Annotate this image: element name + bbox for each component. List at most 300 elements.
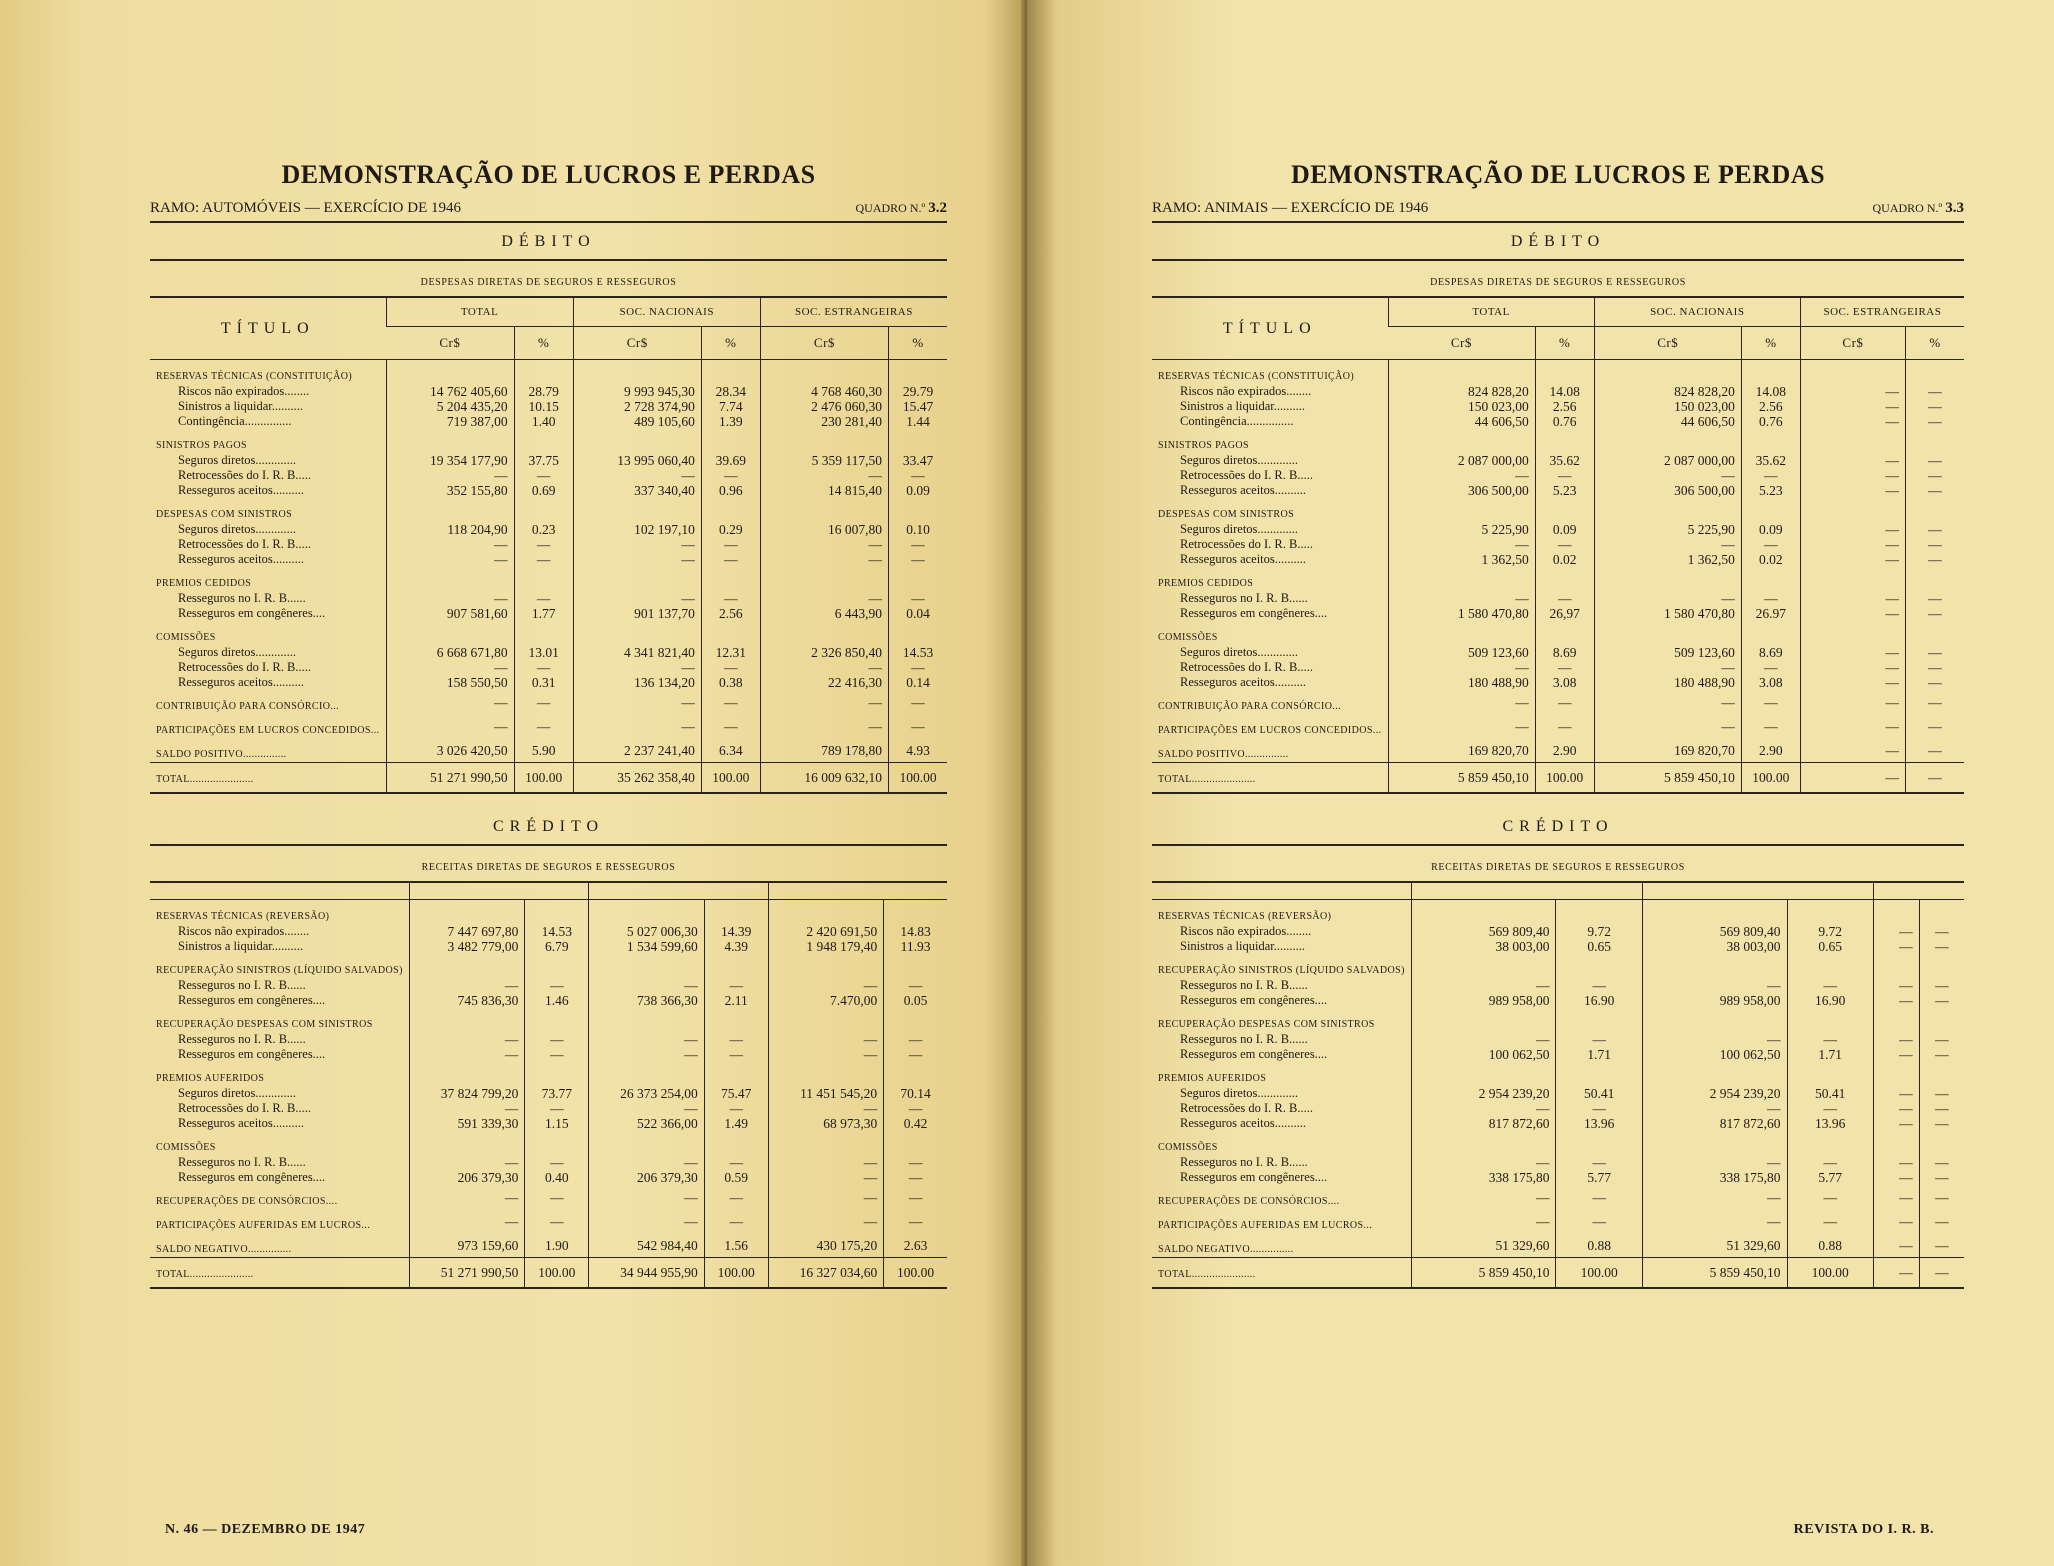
percent-cell: — bbox=[525, 1185, 589, 1209]
percent-cell: — bbox=[889, 690, 948, 714]
percent-cell: — bbox=[701, 552, 760, 567]
percent-cell: 4.93 bbox=[889, 738, 948, 763]
percent-cell: 0.10 bbox=[889, 522, 948, 537]
credito-spacer bbox=[589, 882, 768, 900]
amount-cell: — bbox=[1800, 738, 1905, 763]
percent-cell bbox=[1741, 567, 1800, 591]
row-label: Seguros diretos............. bbox=[1180, 453, 1299, 467]
row-label: Resseguros no I. R. B...... bbox=[178, 978, 306, 992]
percent-cell: — bbox=[701, 690, 760, 714]
row-label: RESERVAS TÉCNICAS (CONSTITUIÇÃO) bbox=[156, 371, 353, 382]
percent-cell: — bbox=[525, 1047, 589, 1062]
percent-cell: 16.90 bbox=[1556, 993, 1642, 1008]
row-label: SALDO NEGATIVO............... bbox=[1158, 1244, 1294, 1255]
table-row bbox=[1152, 1155, 1964, 1170]
percent-cell: — bbox=[1535, 591, 1594, 606]
percent-cell bbox=[1787, 1008, 1873, 1032]
pct-header: % bbox=[1906, 327, 1965, 360]
percent-cell: 29.79 bbox=[889, 384, 948, 399]
percent-cell: — bbox=[1906, 714, 1965, 738]
amount-cell: 7.470,00 bbox=[768, 993, 884, 1008]
amount-cell: 100 062,50 bbox=[1642, 1047, 1787, 1062]
percent-cell: — bbox=[704, 978, 768, 993]
row-label: SALDO POSITIVO............... bbox=[156, 749, 287, 760]
amount-cell bbox=[1873, 900, 1919, 925]
amount-cell: 522 366,00 bbox=[589, 1116, 705, 1131]
amount-cell: 817 872,60 bbox=[1642, 1116, 1787, 1131]
amount-cell bbox=[409, 1062, 525, 1086]
percent-cell bbox=[1906, 429, 1965, 453]
amount-cell bbox=[1642, 900, 1787, 925]
ramo-label: RAMO: AUTOMÓVEIS — EXERCÍCIO DE 1946 bbox=[150, 200, 461, 216]
percent-cell: 14.83 bbox=[884, 924, 947, 939]
row-label: Resseguros aceitos.......... bbox=[178, 483, 305, 497]
amount-cell bbox=[1388, 429, 1535, 453]
cr-header: Cr$ bbox=[573, 327, 701, 360]
pct-header: % bbox=[514, 327, 573, 360]
row-label: PARTICIPAÇÕES EM LUCROS CONCEDIDOS... bbox=[1158, 725, 1382, 736]
amount-cell: — bbox=[589, 978, 705, 993]
percent-cell bbox=[704, 1062, 768, 1086]
quadro-number bbox=[1873, 200, 1964, 217]
row-label: Sinistros a liquidar.......... bbox=[178, 939, 303, 953]
percent-cell bbox=[884, 1131, 947, 1155]
percent-cell bbox=[884, 1008, 947, 1032]
amount-cell: — bbox=[1642, 1101, 1787, 1116]
amount-cell bbox=[1642, 1008, 1787, 1032]
percent-cell: — bbox=[1919, 1185, 1964, 1209]
row-label: Resseguros em congêneres.... bbox=[1180, 993, 1328, 1007]
percent-cell: — bbox=[1906, 591, 1965, 606]
amount-cell: — bbox=[589, 1032, 705, 1047]
amount-cell: 206 379,30 bbox=[409, 1170, 525, 1185]
category-row bbox=[150, 1185, 947, 1209]
amount-cell: 13 995 060,40 bbox=[573, 453, 701, 468]
amount-cell: 169 820,70 bbox=[1388, 738, 1535, 763]
amount-cell: — bbox=[1873, 1233, 1919, 1258]
amount-cell: 51 329,60 bbox=[1411, 1233, 1556, 1258]
amount-cell bbox=[768, 1131, 884, 1155]
amount-cell: 7 447 697,80 bbox=[409, 924, 525, 939]
amount-cell: 338 175,80 bbox=[1411, 1170, 1556, 1185]
amount-cell bbox=[573, 621, 701, 645]
percent-cell: 0.23 bbox=[514, 522, 573, 537]
amount-cell: — bbox=[1800, 384, 1905, 399]
percent-cell: — bbox=[884, 1155, 947, 1170]
amount-cell: — bbox=[1642, 1032, 1787, 1047]
credito-heading: CRÉDITO bbox=[150, 808, 947, 846]
amount-cell bbox=[386, 621, 514, 645]
amount-cell: — bbox=[768, 1209, 884, 1233]
category-row bbox=[1152, 360, 1964, 385]
pct-header: % bbox=[1535, 327, 1594, 360]
percent-cell: 0.02 bbox=[1741, 552, 1800, 567]
amount-cell: 136 134,20 bbox=[573, 675, 701, 690]
debito-table bbox=[1152, 296, 1964, 794]
amount-cell: — bbox=[1873, 1155, 1919, 1170]
amount-cell: — bbox=[1800, 714, 1905, 738]
amount-cell bbox=[760, 498, 888, 522]
amount-cell: 16 007,80 bbox=[760, 522, 888, 537]
percent-cell bbox=[514, 360, 573, 385]
percent-cell: 73.77 bbox=[525, 1086, 589, 1101]
percent-cell: 100.00 bbox=[1787, 1258, 1873, 1289]
category-row bbox=[1152, 1008, 1964, 1032]
amount-cell: — bbox=[589, 1209, 705, 1233]
percent-cell: 1.71 bbox=[1556, 1047, 1642, 1062]
amount-cell bbox=[1388, 621, 1535, 645]
row-label: Riscos não expirados........ bbox=[178, 384, 310, 398]
row-label: RESERVAS TÉCNICAS (REVERSÃO) bbox=[156, 911, 330, 922]
percent-cell: 0.31 bbox=[514, 675, 573, 690]
row-label: Resseguros em congêneres.... bbox=[1180, 1170, 1328, 1184]
percent-cell bbox=[1556, 954, 1642, 978]
amount-cell: — bbox=[1800, 483, 1905, 498]
percent-cell: — bbox=[514, 660, 573, 675]
amount-cell bbox=[589, 954, 705, 978]
percent-cell: — bbox=[1919, 1086, 1964, 1101]
amount-cell: 1 580 470,80 bbox=[1388, 606, 1535, 621]
amount-cell: 44 606,50 bbox=[1388, 414, 1535, 429]
category-row bbox=[150, 429, 947, 453]
percent-cell: 14.39 bbox=[704, 924, 768, 939]
amount-cell: 719 387,00 bbox=[386, 414, 514, 429]
row-label: RESERVAS TÉCNICAS (REVERSÃO) bbox=[1158, 911, 1332, 922]
percent-cell: — bbox=[704, 1155, 768, 1170]
percent-cell: 50.41 bbox=[1556, 1086, 1642, 1101]
percent-cell: — bbox=[1556, 1185, 1642, 1209]
amount-cell: 5 225,90 bbox=[1594, 522, 1741, 537]
table-row bbox=[1152, 1116, 1964, 1131]
row-label: Retrocessões do I. R. B..... bbox=[1180, 660, 1313, 674]
row-label: PREMIOS AUFERIDOS bbox=[1158, 1073, 1267, 1084]
row-label: CONTRIBUIÇÃO PARA CONSÓRCIO... bbox=[1158, 701, 1342, 712]
cr-header: Cr$ bbox=[386, 327, 514, 360]
percent-cell: — bbox=[884, 1047, 947, 1062]
percent-cell: — bbox=[1787, 1032, 1873, 1047]
percent-cell: 100.00 bbox=[704, 1258, 768, 1289]
percent-cell: — bbox=[884, 1209, 947, 1233]
percent-cell: 0.59 bbox=[704, 1170, 768, 1185]
percent-cell: 2.90 bbox=[1741, 738, 1800, 763]
amount-cell bbox=[573, 498, 701, 522]
despesas-subheading: DESPESAS DIRETAS DE SEGUROS E RESSEGUROS bbox=[420, 277, 677, 288]
estrangeiras-header: SOC. ESTRANGEIRAS bbox=[1800, 297, 1964, 327]
percent-cell: — bbox=[1906, 552, 1965, 567]
amount-cell: 2 420 691,50 bbox=[768, 924, 884, 939]
amount-cell: — bbox=[1642, 978, 1787, 993]
amount-cell: — bbox=[1800, 453, 1905, 468]
amount-cell: — bbox=[573, 591, 701, 606]
amount-cell: 34 944 955,90 bbox=[589, 1258, 705, 1289]
table-row bbox=[150, 1116, 947, 1131]
amount-cell: — bbox=[1800, 591, 1905, 606]
row-label: SINISTROS PAGOS bbox=[1158, 440, 1249, 451]
amount-cell: 989 958,00 bbox=[1642, 993, 1787, 1008]
amount-cell: 352 155,80 bbox=[386, 483, 514, 498]
table-row bbox=[150, 414, 947, 429]
table-row bbox=[1152, 468, 1964, 483]
amount-cell: — bbox=[760, 537, 888, 552]
amount-cell bbox=[589, 900, 705, 925]
percent-cell: 0.04 bbox=[889, 606, 948, 621]
row-label: PREMIOS CEDIDOS bbox=[156, 578, 252, 589]
percent-cell: — bbox=[525, 978, 589, 993]
table-row bbox=[1152, 591, 1964, 606]
amount-cell: 5 027 006,30 bbox=[589, 924, 705, 939]
amount-cell bbox=[409, 954, 525, 978]
quadro-label: QUADRO N.º bbox=[855, 201, 926, 215]
row-label: CONTRIBUIÇÃO PARA CONSÓRCIO... bbox=[156, 701, 340, 712]
percent-cell: 70.14 bbox=[884, 1086, 947, 1101]
percent-cell: — bbox=[525, 1155, 589, 1170]
amount-cell: 3 026 420,50 bbox=[386, 738, 514, 763]
percent-cell: 0.09 bbox=[1535, 522, 1594, 537]
percent-cell: — bbox=[701, 714, 760, 738]
amount-cell: 569 809,40 bbox=[1411, 924, 1556, 939]
percent-cell bbox=[514, 429, 573, 453]
page-title: DEMONSTRAÇÃO DE LUCROS E PERDAS bbox=[1290, 160, 1826, 189]
row-label: RECUPERAÇÃO SINISTROS (LÍQUIDO SALVADOS) bbox=[156, 965, 403, 976]
table-row bbox=[1152, 606, 1964, 621]
row-label: Resseguros aceitos.......... bbox=[1180, 483, 1307, 497]
quadro-value: 3.2 bbox=[928, 200, 947, 216]
amount-cell: 5 204 435,20 bbox=[386, 399, 514, 414]
percent-cell: — bbox=[889, 552, 948, 567]
percent-cell: — bbox=[525, 1209, 589, 1233]
amount-cell: — bbox=[573, 660, 701, 675]
amount-cell: 180 488,90 bbox=[1594, 675, 1741, 690]
ramo-header bbox=[1152, 200, 1964, 223]
amount-cell: — bbox=[1873, 1032, 1919, 1047]
percent-cell bbox=[1741, 498, 1800, 522]
amount-cell bbox=[386, 429, 514, 453]
percent-cell bbox=[1787, 900, 1873, 925]
amount-cell: 509 123,60 bbox=[1388, 645, 1535, 660]
percent-cell bbox=[889, 498, 948, 522]
row-label: Retrocessões do I. R. B..... bbox=[178, 468, 311, 482]
percent-cell: — bbox=[704, 1032, 768, 1047]
row-label: COMISSÕES bbox=[156, 632, 216, 643]
amount-cell bbox=[760, 429, 888, 453]
amount-cell: 509 123,60 bbox=[1594, 645, 1741, 660]
amount-cell bbox=[1800, 429, 1905, 453]
amount-cell: — bbox=[768, 1170, 884, 1185]
amount-cell bbox=[768, 1062, 884, 1086]
amount-cell: — bbox=[768, 1185, 884, 1209]
table-row bbox=[1152, 483, 1964, 498]
total-header: TOTAL bbox=[1388, 297, 1594, 327]
table-row bbox=[150, 939, 947, 954]
percent-cell bbox=[525, 954, 589, 978]
table-row bbox=[150, 483, 947, 498]
row-label: COMISSÕES bbox=[1158, 1142, 1218, 1153]
amount-cell: — bbox=[768, 1047, 884, 1062]
percent-cell: 6.79 bbox=[525, 939, 589, 954]
amount-cell: — bbox=[589, 1155, 705, 1170]
percent-cell: — bbox=[704, 1101, 768, 1116]
percent-cell: — bbox=[514, 468, 573, 483]
amount-cell: — bbox=[1800, 468, 1905, 483]
percent-cell: 14.53 bbox=[525, 924, 589, 939]
amount-cell: 1 534 599,60 bbox=[589, 939, 705, 954]
percent-cell bbox=[1919, 1008, 1964, 1032]
percent-cell bbox=[1787, 954, 1873, 978]
amount-cell: — bbox=[409, 1185, 525, 1209]
amount-cell: — bbox=[760, 552, 888, 567]
amount-cell: — bbox=[1388, 714, 1535, 738]
credito-title-spacer bbox=[1152, 882, 1411, 900]
category-row bbox=[150, 1131, 947, 1155]
percent-cell: 8.69 bbox=[1535, 645, 1594, 660]
row-label: Resseguros no I. R. B...... bbox=[178, 1032, 306, 1046]
amount-cell: 2 476 060,30 bbox=[760, 399, 888, 414]
category-row bbox=[1152, 621, 1964, 645]
percent-cell: 14.08 bbox=[1741, 384, 1800, 399]
percent-cell: — bbox=[884, 1170, 947, 1185]
row-label: Retrocessões do I. R. B..... bbox=[1180, 537, 1313, 551]
row-label: Resseguros em congêneres.... bbox=[178, 606, 326, 620]
amount-cell bbox=[573, 429, 701, 453]
percent-cell: 3.08 bbox=[1535, 675, 1594, 690]
amount-cell: 9 993 945,30 bbox=[573, 384, 701, 399]
row-label: Seguros diretos............. bbox=[178, 1086, 297, 1100]
table-row bbox=[1152, 1032, 1964, 1047]
row-label: PREMIOS AUFERIDOS bbox=[156, 1073, 265, 1084]
row-label: Resseguros aceitos.......... bbox=[178, 675, 305, 689]
amount-cell: 16 327 034,60 bbox=[768, 1258, 884, 1289]
row-label: Seguros diretos............. bbox=[178, 453, 297, 467]
amount-cell bbox=[1800, 360, 1905, 385]
percent-cell: 15.47 bbox=[889, 399, 948, 414]
row-label: DESPESAS COM SINISTROS bbox=[156, 509, 293, 520]
row-label: Resseguros aceitos.......... bbox=[178, 1116, 305, 1130]
percent-cell: — bbox=[514, 537, 573, 552]
amount-cell: — bbox=[409, 978, 525, 993]
amount-cell: — bbox=[1411, 1032, 1556, 1047]
percent-cell: — bbox=[1535, 660, 1594, 675]
amount-cell: — bbox=[573, 468, 701, 483]
amount-cell: 2 954 239,20 bbox=[1411, 1086, 1556, 1101]
table-row bbox=[1152, 1086, 1964, 1101]
amount-cell: 2 728 374,90 bbox=[573, 399, 701, 414]
amount-cell: — bbox=[1873, 924, 1919, 939]
percent-cell bbox=[1741, 429, 1800, 453]
nacionais-header: SOC. NACIONAIS bbox=[573, 297, 760, 327]
table-row bbox=[1152, 552, 1964, 567]
amount-cell: 2 087 000,00 bbox=[1388, 453, 1535, 468]
percent-cell: — bbox=[1919, 1032, 1964, 1047]
percent-cell: — bbox=[1741, 537, 1800, 552]
amount-cell bbox=[1873, 1131, 1919, 1155]
category-row bbox=[150, 621, 947, 645]
percent-cell: — bbox=[525, 1032, 589, 1047]
total-row bbox=[1152, 763, 1964, 794]
amount-cell: 989 958,00 bbox=[1411, 993, 1556, 1008]
percent-cell: 2.56 bbox=[1535, 399, 1594, 414]
amount-cell: 230 281,40 bbox=[760, 414, 888, 429]
row-label: TOTAL...................... bbox=[1152, 1258, 1411, 1289]
percent-cell: — bbox=[514, 591, 573, 606]
row-label: Seguros diretos............. bbox=[1180, 522, 1299, 536]
percent-cell: 0.14 bbox=[889, 675, 948, 690]
percent-cell bbox=[525, 1008, 589, 1032]
percent-cell: — bbox=[1787, 1209, 1873, 1233]
percent-cell: 39.69 bbox=[701, 453, 760, 468]
credito-spacer bbox=[768, 882, 947, 900]
row-label: Resseguros em congêneres.... bbox=[1180, 606, 1328, 620]
amount-cell: — bbox=[1388, 660, 1535, 675]
table-row bbox=[150, 924, 947, 939]
row-label: Retrocessões do I. R. B..... bbox=[1180, 1101, 1313, 1115]
amount-cell: — bbox=[1873, 993, 1919, 1008]
percent-cell bbox=[1535, 429, 1594, 453]
percent-cell bbox=[701, 498, 760, 522]
table-row bbox=[1152, 1047, 1964, 1062]
row-label: Resseguros no I. R. B...... bbox=[1180, 1155, 1308, 1169]
percent-cell: 13.96 bbox=[1787, 1116, 1873, 1131]
amount-cell: — bbox=[1800, 414, 1905, 429]
table-row bbox=[150, 1170, 947, 1185]
percent-cell: — bbox=[1556, 1101, 1642, 1116]
percent-cell: 0.88 bbox=[1787, 1233, 1873, 1258]
row-label: PARTICIPAÇÕES AUFERIDAS EM LUCROS... bbox=[156, 1220, 371, 1231]
percent-cell: — bbox=[1906, 690, 1965, 714]
amount-cell: — bbox=[768, 1101, 884, 1116]
percent-cell: 10.15 bbox=[514, 399, 573, 414]
table-row bbox=[150, 675, 947, 690]
amount-cell: — bbox=[760, 660, 888, 675]
percent-cell: 1.71 bbox=[1787, 1047, 1873, 1062]
percent-cell: 2.56 bbox=[701, 606, 760, 621]
percent-cell bbox=[1741, 360, 1800, 385]
percent-cell bbox=[525, 1062, 589, 1086]
amount-cell: — bbox=[409, 1047, 525, 1062]
row-label: COMISSÕES bbox=[1158, 632, 1218, 643]
amount-cell: 2 087 000,00 bbox=[1594, 453, 1741, 468]
row-label: Contingência............... bbox=[178, 414, 292, 428]
percent-cell: — bbox=[1556, 1032, 1642, 1047]
amount-cell: 35 262 358,40 bbox=[573, 763, 701, 794]
percent-cell: 0.09 bbox=[1741, 522, 1800, 537]
amount-cell bbox=[1594, 498, 1741, 522]
row-label: Seguros diretos............. bbox=[178, 522, 297, 536]
row-label: DESPESAS COM SINISTROS bbox=[1158, 509, 1295, 520]
amount-cell: 5 225,90 bbox=[1388, 522, 1535, 537]
percent-cell: — bbox=[1906, 414, 1965, 429]
amount-cell bbox=[1873, 954, 1919, 978]
row-label: Resseguros em congêneres.... bbox=[178, 1170, 326, 1184]
amount-cell: — bbox=[1642, 1155, 1787, 1170]
total-row bbox=[150, 1258, 947, 1289]
amount-cell bbox=[760, 360, 888, 385]
percent-cell: 0.96 bbox=[701, 483, 760, 498]
percent-cell: 6.34 bbox=[701, 738, 760, 763]
amount-cell: 5 859 450,10 bbox=[1388, 763, 1535, 794]
amount-cell: 5 859 450,10 bbox=[1411, 1258, 1556, 1289]
amount-cell: 38 003,00 bbox=[1642, 939, 1787, 954]
row-label: RECUPERAÇÕES DE CONSÓRCIOS.... bbox=[1158, 1196, 1340, 1207]
percent-cell: 5.90 bbox=[514, 738, 573, 763]
percent-cell: 13.96 bbox=[1556, 1116, 1642, 1131]
percent-cell bbox=[1535, 621, 1594, 645]
percent-cell: — bbox=[889, 591, 948, 606]
percent-cell: — bbox=[1906, 645, 1965, 660]
percent-cell: 75.47 bbox=[704, 1086, 768, 1101]
amount-cell: — bbox=[760, 468, 888, 483]
amount-cell: 11 451 545,20 bbox=[768, 1086, 884, 1101]
percent-cell bbox=[1556, 1008, 1642, 1032]
